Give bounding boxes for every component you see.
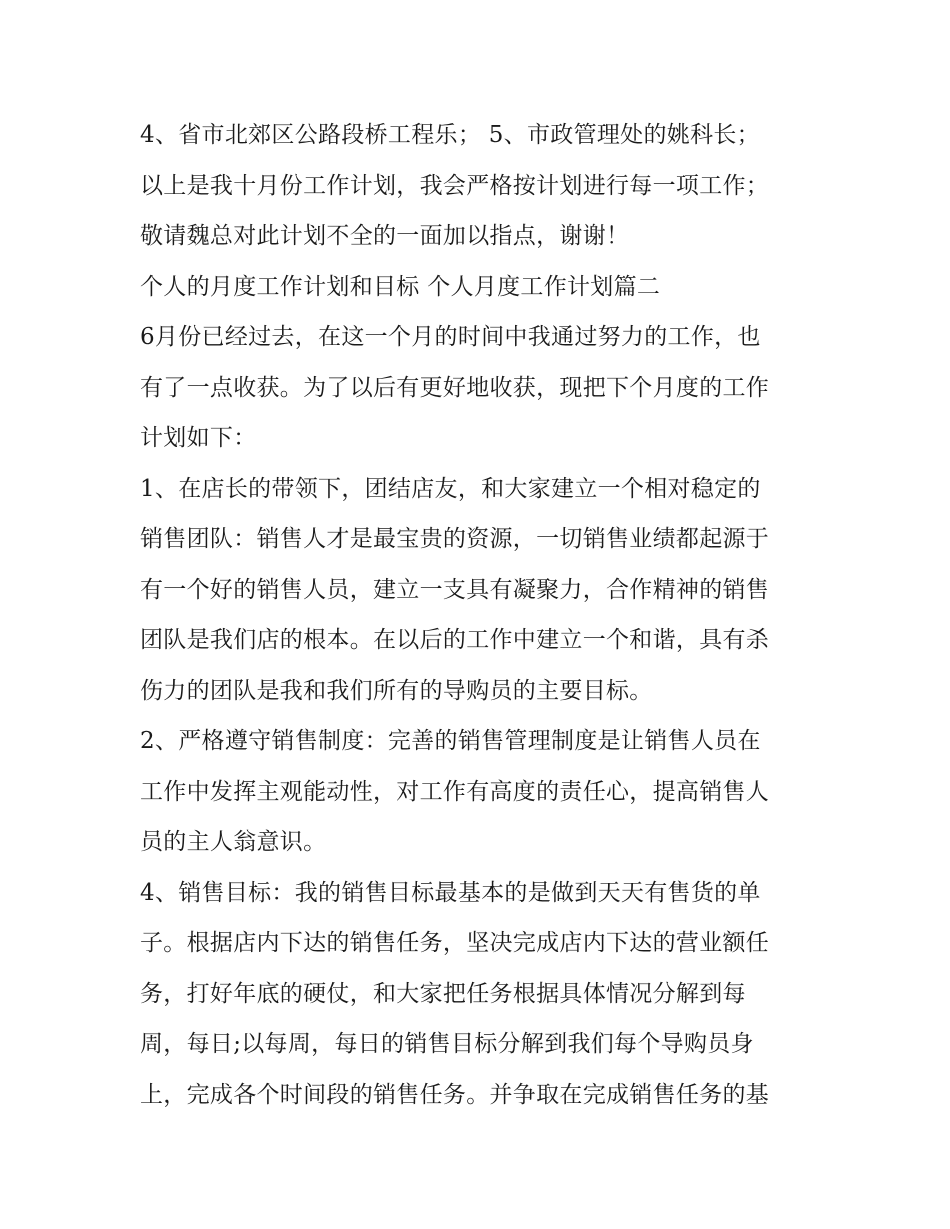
text-line-14: 工作中发挥主观能动性，对工作有高度的责任心，提高销售人 — [140, 778, 770, 805]
text-line-1: 4、省市北郊区公路段桥工程乐； 5、市政管理处的姚科长； — [140, 122, 760, 148]
document-body — [140, 110, 820, 1120]
text-line-8: 1、在店长的带领下，团结店友，和大家建立一个相对稳定的 — [140, 475, 761, 502]
text-line-15: 员的主人翁意识。 — [140, 829, 327, 855]
section-heading: 个人的月度工作计划和目标 个人月度工作计划篇二 — [140, 273, 661, 300]
text-line-12: 伤力的团队是我和我们所有的导购员的主要目标。 — [140, 677, 653, 704]
text-line-6: 有了一点收获。为了以后有更好地收获，现把下个月度的工作 — [140, 374, 770, 401]
text-line-9: 销售团队：销售人才是最宝贵的资源，一切销售业绩都起源于 — [140, 526, 770, 552]
text-line-3: 敬请魏总对此计划不全的一面加以指点，谢谢！ — [140, 223, 630, 249]
text-line-7: 计划如下： — [140, 425, 257, 451]
text-line-17: 子。根据店内下达的销售任务，坚决完成店内下达的营业额任 — [140, 930, 770, 956]
text-line-16: 4、销售目标：我的销售目标最基本的是做到天天有售货的单 — [140, 879, 761, 906]
text-line-19: 周，每日;以每周，每日的销售目标分解到我们每个导购员身 — [140, 1031, 754, 1057]
text-line-5: 6月份已经过去，在这一个月的时间中我通过努力的工作，也 — [140, 324, 761, 350]
text-line-2: 以上是我十月份工作计划，我会严格按计划进行每一项工作； — [140, 172, 770, 199]
text-line-13: 2、严格遵守销售制度：完善的销售管理制度是让销售人员在 — [140, 728, 761, 754]
text-line-20: 上，完成各个时间段的销售任务。并争取在完成销售任务的基 — [140, 1081, 770, 1108]
text-line-10: 有一个好的销售人员，建立一支具有凝聚力，合作精神的销售 — [140, 576, 770, 603]
text-line-18: 务，打好年底的硬仗，和大家把任务根据具体情况分解到每 — [140, 980, 746, 1007]
text-line-11: 团队是我们店的根本。在以后的工作中建立一个和谐，具有杀 — [140, 627, 770, 653]
